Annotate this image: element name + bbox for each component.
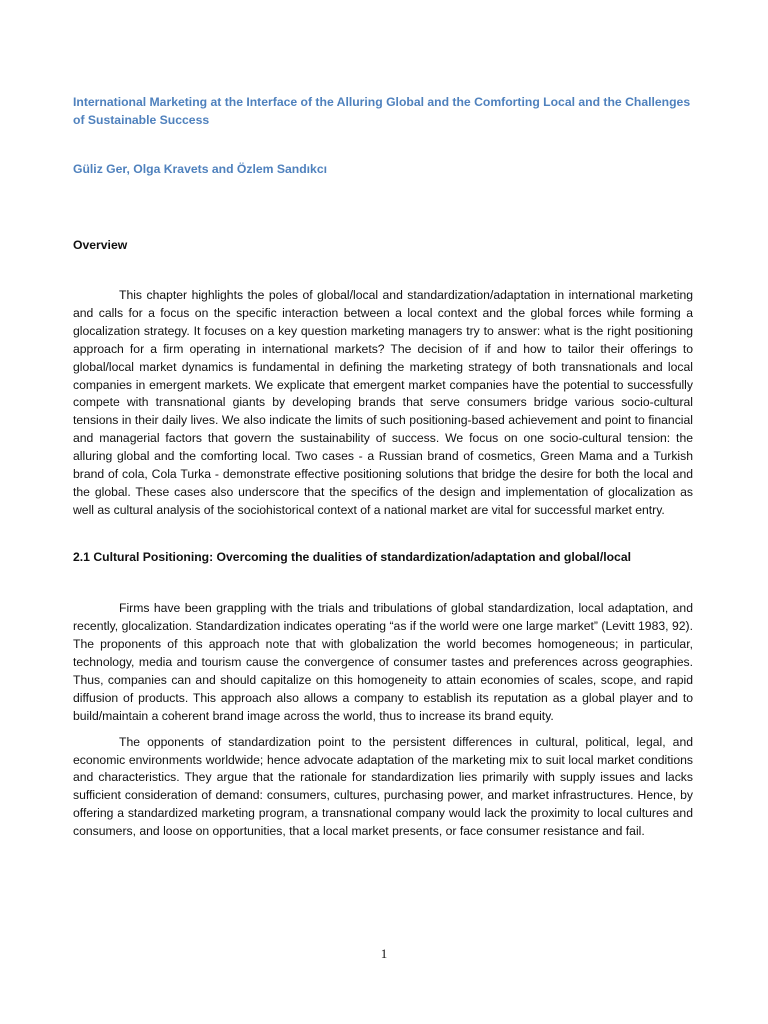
section-paragraph: The opponents of standardization point to the persistent differences in cultural, political, legal, and economic environments worldwide; hence advocate adaptation of the marketing mix to suit local market conditions and characteristics. They argue that the rationale for standardization lies primarily with supply issues and lacks sufficient consideration of demand: consumers, cultures, purchasing power, and market infrastructures. Hence, by offering a standardized marketing program, a transnational company would lack the proximity to local cultures and consumers, and loose on opportunities, that a local market presents, or face consumer resistance and fail.: [73, 734, 693, 839]
section-paragraph: Firms have been grappling with the trials and tribulations of global standardization, local adaptation, and recently, glocalization. Standardization indicates operating “as if the world were one large market” (Levitt 1983, 92). The proponents of this approach note that with globalization the world becomes homogeneous; in particular, technology, media and tourism cause the convergence of consumer tastes and preferences across geographies. Thus, companies can and should capitalize on this homogeneity to attain economies of scales, scope, and rapid diffusion of products. This approach also allows a company to establish its reputation as a global player and to build/maintain a coherent brand image across the world, thus to increase its brand equity.: [73, 601, 693, 723]
overview-paragraph: This chapter highlights the poles of global/local and standardization/adaptation in international marketing and calls for a focus on the specific interaction between a local context and the global forces while forming a glocalization strategy. It focuses on a key question marketing managers try to answer: what is the right positioning approach for a firm operating in international markets? The decision of if and how to tailor their offerings to global/local market dynamics is fundamental in defining the marketing strategy of both transnationals and local companies in emergent markets. We explicate that emergent market companies have the potential to successfully compete with transnational giants by developing brands that serve consumers bridge various socio-cultural tensions in their daily lives. We also indicate the limits of such positioning-based achievement and point to financial and managerial factors that govern the sustainability of success. We focus on one socio-cultural tension: the alluring global and the comforting local. Two cases - a Russian brand of cosmetics, Green Mama and a Turkish brand of cola, Cola Turka - demonstrate effective positioning solutions that bridge the desire for both the local and the global. These cases also underscore that the specifics of the design and implementation of glocalization as well as cultural analysis of the sociohistorical context of a national market are vital for successful market entry.: [73, 288, 693, 517]
document-title: International Marketing at the Interface of the Alluring Global and the Comforting Local and the Challenges of Sustainable Success: [73, 95, 691, 127]
document-page: [73, 94, 693, 841]
section-heading: 2.1 Cultural Positioning: Overcoming the dualities of standardization/adaptation and global/local: [73, 549, 631, 564]
overview-heading: Overview: [73, 237, 128, 252]
document-authors: Güliz Ger, Olga Kravets and Özlem Sandıkcı: [73, 162, 327, 176]
page-number: 1: [380, 946, 388, 961]
